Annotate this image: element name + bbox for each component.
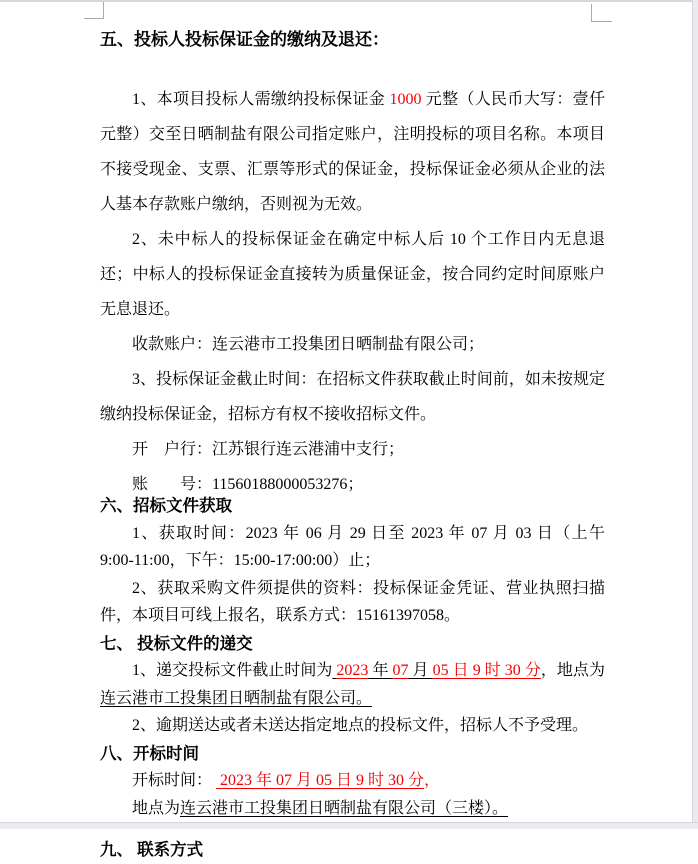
section-7-heading: 七、 投标文件的递交 xyxy=(100,633,253,653)
margin-crop-mark-top-left-icon xyxy=(84,2,104,19)
bid-opening-label: 开标时间： xyxy=(132,772,213,789)
payee-account-line: 收款账户：连云港市工投集团日晒制盐有限公司； xyxy=(132,336,485,353)
document-body xyxy=(100,28,605,864)
submission-year-value: 2023 xyxy=(336,662,369,679)
submission-day-time-value: 05 日 9 时 30 分 xyxy=(432,662,541,679)
document-obtain-materials-paragraph: 2、获取采购文件须提供的资料：投标保证金凭证、营业执照扫描件，本项目可线上报名，联系方式：15161397058。 xyxy=(100,579,605,624)
overdue-rejection-paragraph: 2、逾期送达或者未送达指定地点的投标文件，招标人不予受理。 xyxy=(132,717,589,734)
bid-opening-datetime-value: 2023 年 07 月 05 日 9 时 30 分 xyxy=(216,772,425,789)
deposit-refund-paragraph: 2、未中标人的投标保证金在确定中标人后 10 个工作日内无息退还；中标人的投标保证金直接转为质量保证金，按合同约定时间原账户无息退还。 xyxy=(100,231,605,318)
submission-deadline-paragraph xyxy=(100,657,605,712)
deposit-amount-value: 1000 xyxy=(389,91,422,108)
margin-crop-mark-top-right-icon xyxy=(591,4,612,22)
account-number-line: 账 号：11560188000053276； xyxy=(132,476,364,493)
section-9-heading: 九、 联系方式 xyxy=(100,840,204,859)
month-label: 月 xyxy=(408,662,433,679)
submission-lead-text: 1、递交投标文件截止时间为 xyxy=(132,662,333,679)
location-place-underlined: 连云港市工投集团日晒制盐有限公司（三楼）。 xyxy=(180,799,509,817)
deposit-text-lead: 1、本项目投标人需缴纳投标保证金 xyxy=(132,91,390,108)
year-label: 年 xyxy=(368,662,393,679)
section-5-heading: 五、投标人投标保证金的缴纳及退还： xyxy=(100,30,389,49)
submission-month-value: 07 xyxy=(392,662,409,679)
bid-opening-time-line xyxy=(100,767,605,795)
bid-opening-comma: ， xyxy=(424,772,441,789)
document-obtain-time-paragraph: 1、获取时间：2023 年 06 月 29 日至 2023 年 07 月 03 日（上午 9:00-11:00，下午：15:00-17:00:00）止； xyxy=(100,524,605,569)
bank-name-line: 开 户行：江苏银行连云港浦中支行； xyxy=(132,441,405,458)
location-lead-text: 地点为 xyxy=(132,799,181,817)
bid-opening-location-line xyxy=(100,795,605,823)
deposit-text-rest: 元整（人民币大写：壹仟元整）交至日晒制盐有限公司指定账户，注明投标的项目名称。本项目不接受现金、支票、汇票等形式的保证金，投标保证金必须从企业的法人基本存款账户缴纳，否则视为无效。 xyxy=(100,91,605,213)
section-8-heading: 八、开标时间 xyxy=(100,743,199,763)
page-gutter-top xyxy=(0,0,698,2)
page-gutter-right xyxy=(692,0,698,829)
submission-place-underlined: 连云港市工投集团日晒制盐有限公司。 xyxy=(100,689,373,707)
section-6-heading: 六、招标文件获取 xyxy=(100,496,232,515)
deposit-deadline-paragraph: 3、投标保证金截止时间：在招标文件获取截止时间前，如未按规定缴纳投标保证金，招标方有权不接收招标文件。 xyxy=(100,371,605,423)
submission-mid-text: ，地点为 xyxy=(540,662,605,679)
deposit-amount-paragraph xyxy=(100,82,605,222)
